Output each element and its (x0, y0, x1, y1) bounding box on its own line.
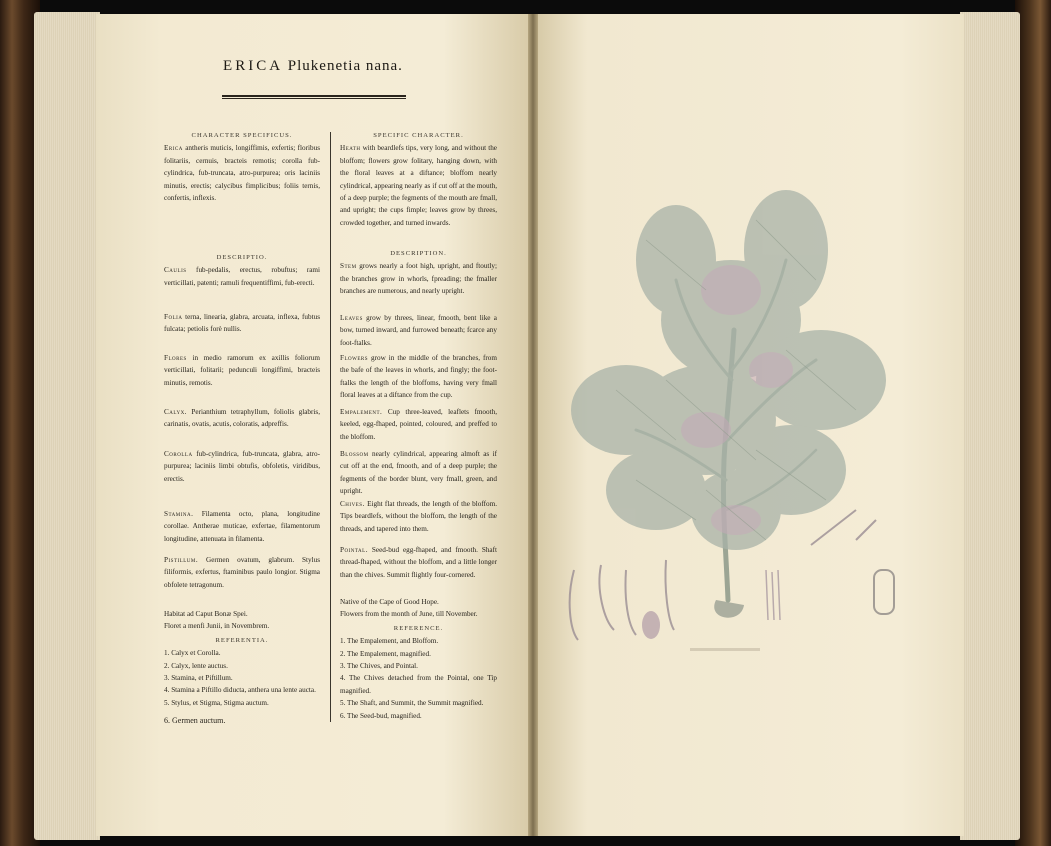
paragraph-text: Filamenta octo, plana, longitudine corollae. Antherae muticae, exfertae, filamentorum longitudine, attenuata in filamenta. (164, 510, 320, 543)
lead-word: Corolla (164, 450, 193, 458)
reference-item: 4. Stamina a Piftillo diducta, anthera una lente aucta. (164, 686, 316, 695)
paragraph-text: with beardlefs tips, very long, and without the bloffom; flowers grow folitary, hanging down, with the floral leaves at a diftance; bloffom nearly cylindrical, appearing nearly as if cut off at the mouth, of a deep purple; the fegments of the mouth are fmall, and upright; the cups fimple; leaves grow by threes, crowded together, and turned inwards. (340, 144, 497, 227)
pistillum-paragraph (164, 554, 320, 591)
paragraph-text: in medio ramorum ex axillis foliorum verticillati, folitarii; pedunculi longiffimi, bracteis minutis, remotis. (164, 354, 320, 387)
lead-word: Stamina. (164, 510, 194, 518)
section-heading: REFERENTIA. (215, 636, 269, 644)
leaves-paragraph (340, 312, 497, 349)
lead-word: Flores (164, 354, 187, 362)
flowering-line: Floret a menfi Junii, in Novembrem. (164, 622, 270, 631)
specific-character (340, 130, 497, 229)
book-gutter (528, 14, 538, 836)
paragraph-text: Germen ovatum, glabrum. Stylus filiformis, exfertus, ftaminibus paulo longior. Stigma obfolete tetragonum. (164, 556, 321, 589)
reference-item: 2. Calyx, lente auctus. (164, 661, 228, 670)
lead-word: Caulis (164, 266, 187, 275)
native-line: Native of the Cape of Good Hope. (340, 598, 439, 606)
lead-word: Stem (340, 262, 357, 271)
calyx-paragraph (164, 406, 320, 431)
paragraph-text: Eight flat threads, the length of the bloffom. Tips beardlefs, without the bloffom, the length of the threads, and tapered into them. (340, 500, 497, 533)
paragraph-text: Seed-bud egg-fhaped, and fmooth. Shaft thread-fhaped, without the bloffom, and a little longer than the chives. Summit flightly four-cornered. (340, 546, 497, 579)
paragraph-text: fub-pedalis, erectus, robuftus; rami verticillati, patenti; ramuli frequentiffimi, fub-erecti. (164, 266, 320, 287)
reference-item: 3. The Chives, and Pointal. (340, 662, 418, 671)
title-genus: ERICA (223, 58, 284, 74)
reference-item: 1. The Empalement, and Bloffom. (340, 637, 439, 646)
paragraph-text: nearly cylindrical, appearing almoft as if cut off at the end, fmooth, and of a deep purple; the fegments of the border blunt, very fmall, green, and upright. (340, 450, 498, 496)
lead-word: Folia (164, 313, 183, 321)
lead-word: Pointal. (340, 546, 368, 554)
lead-word: Flowers (340, 354, 369, 362)
habitat-block (164, 608, 320, 728)
botanical-plate-illustration (556, 180, 916, 650)
paragraph-text: antheris muticis, longiffimis, exfertis; floribus folitariis, cernuis, bracteis remotis; corolla fub-cylindrica, fub-truncata, atro-purpurea; oris laciniis minutis, erectis; calycibus fimplicibus; foliis ternis, confertis, inflexis. (164, 144, 321, 203)
lead-word: Heath (340, 144, 361, 153)
paragraph-text: terna, linearia, glabra, arcuata, inflexa, fubtus fulcata; petiolis forè nullis. (164, 313, 320, 334)
paragraph-text: fub-cylindrica, fub-truncata, glabra, atro-purpurea; laciniis limbi obtufis, obfoletis, viridibus, erectis. (164, 450, 321, 483)
habitat-line: Habitat ad Caput Bonæ Spei. (164, 610, 248, 618)
page-edges-right (960, 12, 1020, 840)
blossom-paragraph (340, 448, 497, 498)
paragraph-text: grows nearly a foot high, upright, and ftoutly; the branches grow in whorls, fpreading; the fmaller branches are numerous, and nearly upright. (340, 262, 497, 296)
column-divider (330, 132, 331, 722)
reference-item: 5. The Shaft, and Summit, the Summit magnified. (340, 699, 484, 708)
plate-caption-faint (690, 648, 760, 651)
flowering-line: Flowers from the month of June, till November. (340, 610, 478, 619)
lead-word: Pistillum. (164, 556, 199, 564)
flores-paragraph (164, 352, 320, 389)
reference-item: 3. Stamina, et Piftillum. (164, 674, 233, 683)
section-heading: CHARACTER SPECIFICUS. (191, 132, 293, 139)
native-block (340, 596, 497, 722)
title-species: Plukenetia nana. (287, 58, 403, 74)
lead-word: Chives. (340, 500, 365, 508)
book-binding-right (1015, 0, 1051, 846)
section-heading: DESCRIPTIO. (216, 254, 268, 261)
lead-word: Leaves (340, 314, 363, 322)
stamina-paragraph (164, 508, 320, 545)
reference-item: 2. The Empalement, magnified. (340, 649, 431, 658)
character-specificus (164, 130, 320, 204)
section-heading: DESCRIPTION. (390, 250, 447, 257)
lead-word: Empalement. (340, 408, 383, 416)
pointal-paragraph (340, 544, 497, 581)
lead-word: Blossom (340, 450, 369, 458)
description (340, 248, 497, 298)
paragraph-text: grow by threes, linear, fmooth, bent like a bow, turned inward, and furrowed beneath; fcarce any foot-ftalks. (340, 314, 497, 347)
paragraph-text: Perianthium tetraphyllum, foliolis glabris, carinatis, ovatis, acutis, coloratis, adpreffis. (164, 408, 320, 429)
paragraph-text: grow in the middle of the branches, from the bafe of the leaves in whorls, and fingly; the foot-ftalks the length of the bloffoms, having very fmall floral leaves at a diftance from the cup. (340, 354, 497, 400)
chives-paragraph (340, 498, 497, 535)
reference-item: 1. Calyx et Corolla. (164, 649, 221, 658)
section-heading: SPECIFIC CHARACTER. (373, 132, 464, 139)
page-edges-left (34, 12, 100, 840)
page-title (96, 58, 530, 75)
folia-paragraph (164, 311, 320, 336)
reference-item: 4. The Chives detached from the Pointal, one Tip magnified. (340, 674, 497, 695)
descriptio (164, 252, 320, 289)
corolla-paragraph (164, 448, 320, 485)
reference-item: 5. Stylus, et Stigma, Stigma auctum. (164, 698, 269, 707)
lead-word: Erica (164, 144, 183, 153)
empalement-paragraph (340, 406, 497, 443)
reference-item: 6. Germen auctum. (164, 716, 226, 726)
section-heading: REFERENCE. (393, 624, 444, 632)
paragraph-text: Cup three-leaved, leaflets fmooth, keeled, egg-fhaped, pointed, coloured, and preffed to the bloffom. (340, 408, 497, 441)
title-rule (222, 95, 406, 99)
lead-word: Calyx. (164, 408, 187, 416)
flowers-paragraph (340, 352, 497, 402)
reference-item: 6. The Seed-bud, magnified. (340, 711, 422, 720)
